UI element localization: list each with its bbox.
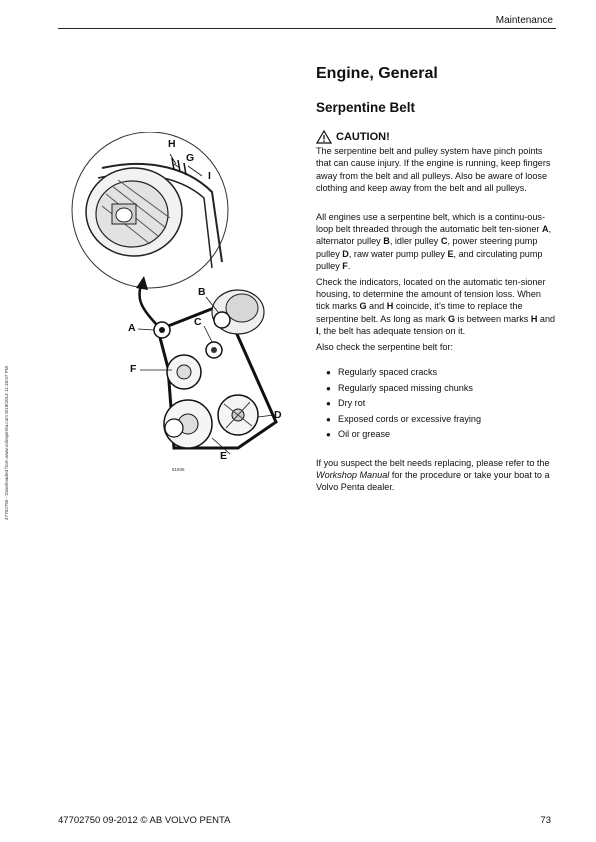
also-check-paragraph: Also check the serpentine belt for: xyxy=(316,341,453,352)
label-d: D xyxy=(274,409,282,421)
tension-check-paragraph: Check the indicators, located on the automatic ten-sioner housing, to determine the amount of tension loss. When tick marks G and H coincide, it’s time to replace the serpentine belt. As long as mark G is between marks H and I, the belt has adequate tension on it. xyxy=(316,276,556,337)
bullet-icon: ● xyxy=(326,368,331,378)
section-header: Maintenance xyxy=(495,15,553,26)
label-b: B xyxy=(198,286,206,298)
bullet-icon: ● xyxy=(326,383,331,393)
bullet-icon: ● xyxy=(326,430,331,440)
page-number: 73 xyxy=(540,815,551,826)
page-title: Engine, General xyxy=(316,65,438,82)
belt-check-list xyxy=(326,365,556,443)
list-item: ● Oil or grease xyxy=(326,427,556,443)
belt-intro-paragraph: All engines use a serpentine belt, which is a continu-ous-loop belt threaded through the automatic belt ten-sioner A, alternator pulley B, idler pulley C, power steering pump pulley D, raw water pump pulley E, and circulating pump pulley F. xyxy=(316,211,552,272)
header-rule xyxy=(58,28,556,29)
figure-number: 51935 xyxy=(172,467,185,472)
label-f: F xyxy=(130,363,137,375)
label-g: G xyxy=(186,152,195,164)
label-c: C xyxy=(194,316,202,328)
download-side-note: 47702750 - Downloaded from www.volvopenta.com 8/19/2014 11:18:07 PM xyxy=(4,366,9,520)
section-title: Serpentine Belt xyxy=(316,100,416,115)
bullet-icon: ● xyxy=(326,414,331,424)
alternator xyxy=(212,290,264,334)
serpentine-belt-diagram xyxy=(62,132,302,482)
main-content xyxy=(316,60,556,494)
tensioner-detail xyxy=(72,132,228,288)
label-h: H xyxy=(168,138,176,150)
label-a: A xyxy=(128,322,136,334)
serpentine-belt-figure xyxy=(62,132,302,482)
caution-text: The serpentine belt and pulley system have pinch points that can cause injury. If the engine is running, keep fingers away from the belt and all pulleys. Also be aware of loose clothing and keep away from the belt and all pulleys. xyxy=(316,146,551,194)
label-i: I xyxy=(208,170,211,182)
list-item: ● Exposed cords or excessive fraying xyxy=(326,412,556,428)
list-item: ● Regularly spaced cracks xyxy=(326,365,556,381)
caution-heading xyxy=(316,130,556,144)
bullet-icon: ● xyxy=(326,399,331,409)
label-e: E xyxy=(220,450,228,462)
footer-document-id: 47702750 09-2012 © AB VOLVO PENTA xyxy=(58,815,231,826)
list-item: ● Dry rot xyxy=(326,396,556,412)
replacement-paragraph: If you suspect the belt needs replacing, please refer to the Workshop Manual for the procedure or take your boat to a Volvo Penta dealer. xyxy=(316,457,550,493)
list-item: ● Regularly spaced missing chunks xyxy=(326,381,556,397)
warning-triangle-icon xyxy=(316,130,332,144)
caution-title: CAUTION! xyxy=(336,131,390,143)
